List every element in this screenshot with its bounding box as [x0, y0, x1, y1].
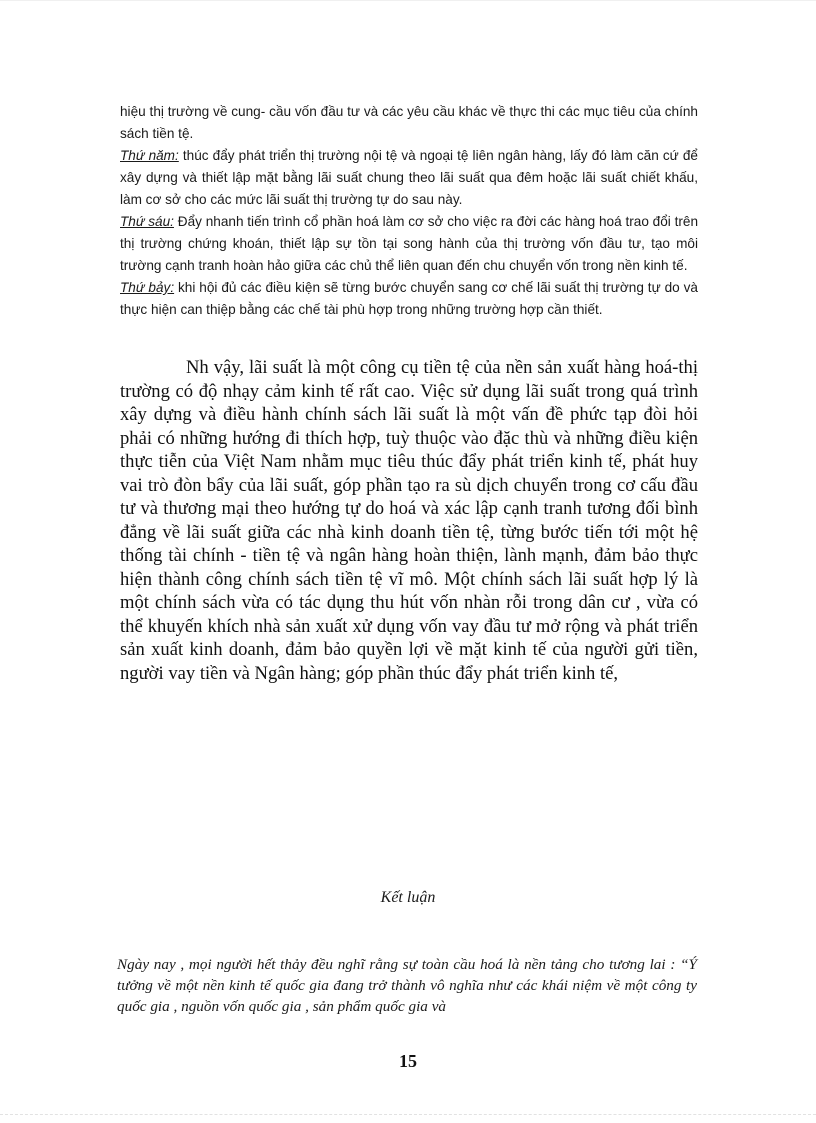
- item-fifth-heading: Thứ năm:: [120, 148, 179, 163]
- item-seventh-heading: Thứ bảy:: [120, 280, 175, 295]
- conclusion-body: [117, 954, 697, 1017]
- main-paragraph: Nh vậy, lãi suất là một công cụ tiền tệ của nền sản xuất hàng hoá-thị trường có độ nhạy cảm kinh tế rất cao. Việc sử dụng lãi suất trong quá trình xây dựng và điều hành chính sách lãi suất là một vấn đề phức tạp đòi hỏi phải có những hướng đi thích hợp, tuỳ thuộc vào đặc thù và những điều kiện thực tiễn của Việt Nam nhằm mục tiêu thúc đẩy phát triển kinh tế, phát huy vai trò đòn bẩy của lãi suất, góp phần tạo ra sù dịch chuyển trong cơ cấu đầu tư và thương mại theo hướng tự do hoá và xác lập cạnh tranh tương đối bình đẳng về lãi suất giữa các nhà kinh doanh tiền tệ, từng bước tiến tới một hệ thống tài chính - tiền tệ và ngân hàng hoàn thiện, lành mạnh, đảm bảo thực hiện thành công chính sách tiền tệ vĩ mô. Một chính sách lãi suất hợp lý là một chính sách vừa có tác dụng thu hút vốn nhàn rỗi trong dân cư , vừa có thể khuyến khích nhà sản xuất xử dụng vốn vay đầu tư mở rộng và phát triển sản xuất kinh doanh, đảm bảo quyền lợi về mặt kinh tế của người gửi tiền, người vay tiền và Ngân hàng; góp phần thúc đẩy phát triển kinh tế,: [120, 357, 698, 684]
- top-text-block: [120, 101, 698, 321]
- conclusion-title: Kết luận: [380, 889, 436, 906]
- item-sixth-text: Đẩy nhanh tiến trình cổ phần hoá làm cơ sở cho việc ra đời các hàng hoá trao đổi trên thị trường chứng khoán, thiết lập sự tồn tại song hành của thị trường vốn đầu tư, tạo môi trường cạnh tranh hoàn hảo giữa các chủ thể liên quan đến chu chuyển vốn trong nền kinh tế.: [120, 214, 698, 273]
- item-seventh-text: khi hội đủ các điều kiện sẽ từng bước chuyển sang cơ chế lãi suất thị trường tự do và thực hiện can thiệp bằng các chế tài phù hợp trong những trường hợp cần thiết.: [120, 280, 698, 317]
- item-fifth-text: thúc đẩy phát triển thị trường nội tệ và ngoại tệ liên ngân hàng, lấy đó làm căn cứ để xây dựng và thiết lập mặt bằng lãi suất chung theo lãi suất qua đêm hoặc lãi suất chiết khấu, làm cơ sở cho các mức lãi suất thị trường tự do sau này.: [120, 148, 698, 207]
- main-text-block: [120, 356, 698, 685]
- page-bottom-edge: [0, 1114, 816, 1115]
- item-sixth-heading: Thứ sáu:: [120, 214, 174, 229]
- intro-paragraph: hiệu thị trường về cung- cầu vốn đầu tư và các yêu cầu khác về thực thi các mục tiêu của chính sách tiền tệ.: [120, 104, 698, 141]
- conclusion-paragraph: Ngày nay , mọi người hết thảy đều nghĩ rằng sự toàn cầu hoá là nền tảng cho tương lai : “Ý tưởng về một nền kinh tế quốc gia đang trở thành vô nghĩa như các khái niệm về một công ty quốc gia , nguồn vốn quốc gia , sản phẩm quốc gia và: [117, 956, 697, 1015]
- item-sixth: [120, 211, 698, 277]
- item-fifth: [120, 145, 698, 211]
- page-top-edge: [0, 0, 816, 1]
- item-seventh: [120, 277, 698, 321]
- page-number: 15: [399, 1051, 417, 1071]
